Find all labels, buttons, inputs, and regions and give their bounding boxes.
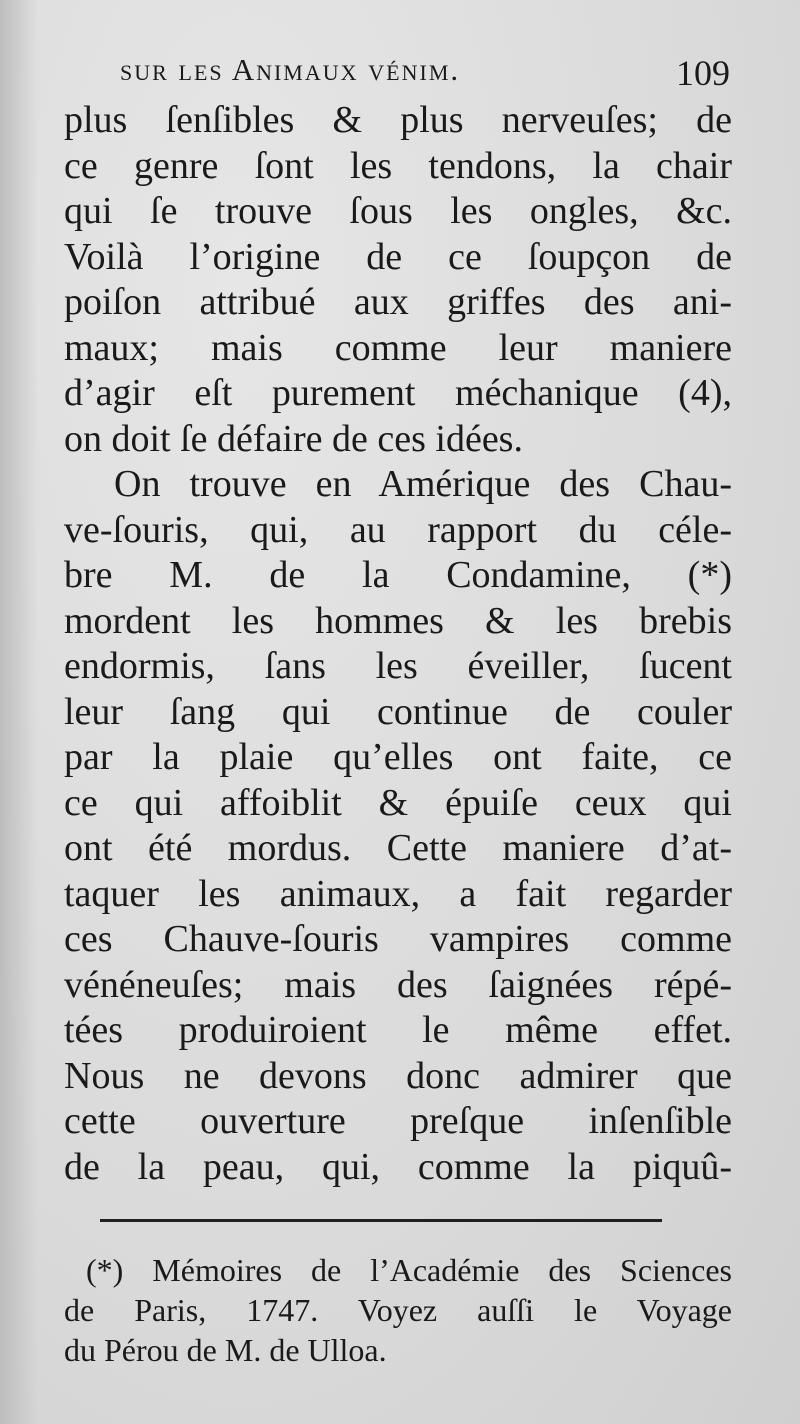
- text-line: ce qui affoiblit & épuiſe ceux qui: [64, 781, 732, 824]
- text-line: cette ouverture preſque inſenſible: [64, 1100, 732, 1142]
- text-line: mordent les hommes & les brebis: [64, 599, 732, 642]
- text-line: plus ſenſibles & plus nerveuſes; de: [64, 99, 732, 141]
- text-line: qui ſe trouve ſous les ongles, &c.: [64, 190, 732, 232]
- binding-shadow: [0, 0, 38, 1424]
- text-line: d’agir eſt purement méchanique (4),: [64, 372, 732, 414]
- text-line: on doit ſe défaire de ces idées.: [64, 417, 523, 460]
- text-line: tées produiroient le même effet.: [64, 1009, 732, 1051]
- text-line: maux; mais comme leur maniere: [64, 326, 732, 369]
- text-line: leur ſang qui continue de couler: [64, 690, 732, 733]
- text-line: bre M. de la Condamine, (*): [64, 554, 732, 596]
- text-line: par la plaie qu’elles ont faite, ce: [64, 736, 732, 778]
- text-line: ve-ſouris, qui, au rapport du céle-: [64, 508, 732, 551]
- text-line: Voilà l’origine de ce ſoupçon de: [64, 235, 732, 278]
- footnote-rule: [100, 1219, 662, 1222]
- text-line: poiſon attribué aux griffes des ani-: [64, 281, 732, 323]
- text-line: de la peau, qui, comme la piquû-: [64, 1145, 732, 1188]
- page-number: 109: [676, 53, 730, 93]
- footnote-line: de Paris, 1747. Voyez auſſi le Voyage: [64, 1292, 732, 1328]
- paragraph-start-line: On trouve en Amérique des Chau-: [114, 463, 732, 505]
- text-line: Nous ne devons donc admirer que: [64, 1054, 732, 1097]
- footnote-line: du Pérou de M. de Ulloa.: [64, 1332, 387, 1368]
- running-title: sur les Animaux vénim.: [120, 52, 461, 87]
- text-line: taquer les animaux, a fait regarder: [64, 872, 732, 915]
- running-head: [120, 52, 730, 102]
- text-line: vénéneuſes; mais des ſaignées répé-: [64, 963, 732, 1006]
- text-line: ont été mordus. Cette maniere d’at-: [64, 827, 732, 869]
- text-line: ces Chauve-ſouris vampires comme: [64, 918, 732, 960]
- body-text: [64, 98, 732, 1190]
- footnote: [64, 1250, 732, 1370]
- text-line: endormis, ſans les éveiller, ſucent: [64, 645, 732, 687]
- footnote-line: (*) Mémoires de l’Académie des Sciences: [86, 1252, 732, 1288]
- text-line: ce genre ſont les tendons, la chair: [64, 144, 732, 187]
